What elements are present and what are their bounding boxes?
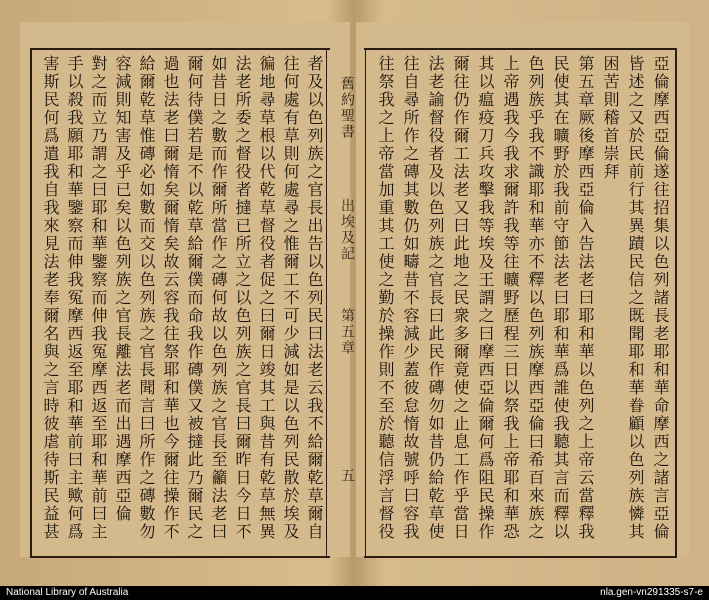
right-column-6: 色列族乎我不識耶和華亦不釋以色列族摩西亞倫曰希百來族之 [526, 55, 545, 541]
right-column-10: 法老諭督役者及以色列族之官長曰此民作磚勿如昔仍給乾草使 [426, 55, 445, 541]
left-column-3: 徧地尋草根以代乾草督役者促之曰爾日竣其工與昔有乾草無異 [257, 55, 276, 541]
right-column-12: 往祭我之上帝當加重其工使之勤於操作則不至於聽信浮言督役 [376, 55, 395, 541]
center-margin [326, 48, 366, 558]
footer-bar [0, 586, 709, 600]
left-column-1: 者及以色列族之官長出告以色列民曰法老云我不給爾乾草爾自 [305, 55, 324, 541]
book-title: 舊約聖書 [339, 76, 355, 140]
right-column-11: 往自尋所作之磚其數仍如疇昔不容減少蓋彼怠惰故號呼曰容我 [401, 55, 420, 541]
footer-source: National Library of Australia [6, 587, 129, 598]
left-column-2: 往何處有草則何處尋之惟爾工不可少減如是以色列民散於埃及 [281, 55, 300, 541]
right-column-7: 上帝遇我今我求爾許我等往曠野歷程三日以祭我上帝耶和華恐 [501, 55, 520, 541]
right-column-2: 皆述之又於民前行其異蹟民信之既聞耶和華眷顧以色列族憐其 [626, 55, 645, 541]
left-column-9: 容減則知害及乎已矣以色列族之官長離法老而出遇摩西亞倫 [113, 55, 132, 523]
left-column-5: 如昔日之數而作爾所當作之磚何故以色列族之官長至籲法老曰 [209, 55, 228, 541]
left-column-12: 害斯民何爲遣我自我來見法老奉爾名與之言時彼虐待斯民益甚 [41, 55, 60, 541]
right-column-5: 民使其在曠野於我前守節法老曰耶和華爲誰使我聽其言而釋以 [551, 55, 570, 541]
right-column-8: 其以瘟疫刀兵攻擊我等埃及王謂之曰摩西亞倫爾何爲阻民操作 [476, 55, 495, 541]
left-column-7: 過也法老曰爾惰矣爾惰矣故云容我往祭耶和華也今爾往操作不 [161, 55, 180, 541]
page-number: 五 [339, 468, 355, 484]
right-column-4: 第五章厥後摩西亞倫入告法老曰耶和華以色列之上帝云當釋我 [576, 55, 595, 541]
right-column-3: 困苦則稽首崇拜 [601, 55, 620, 181]
right-column-9: 爾往仍作爾工法老又曰此地之民衆多爾竟使之止息工作乎當日 [451, 55, 470, 541]
right-column-1: 亞倫摩西亞倫遂往招集以色列諸長老耶和華命摩西之諸言亞倫 [651, 55, 670, 541]
book-name: 出埃及記 [339, 198, 355, 262]
left-column-11: 手以殺我願耶和華鑒察而伸我冤摩西返至耶和華前曰主歟何爲 [65, 55, 84, 541]
left-column-4: 法老所委之督役者撻已所立之以色列族之官長曰爾昨日今日不 [233, 55, 252, 541]
left-column-8: 給爾乾草惟磚必如數而交以色列族之官長聞言曰所作之磚數勿 [137, 55, 156, 541]
footer-identifier: nla.gen-vn291335-s7-e [600, 587, 703, 598]
chapter-label: 第五章 [339, 308, 355, 356]
left-column-6: 爾何待僕若是不以乾草給爾僕而命我作磚僕又被撻此乃爾民之 [185, 55, 204, 541]
left-column-10: 對之而立乃謂之曰耶和華鑒察而伸我冤摩西返至耶和華前曰主 [89, 55, 108, 541]
